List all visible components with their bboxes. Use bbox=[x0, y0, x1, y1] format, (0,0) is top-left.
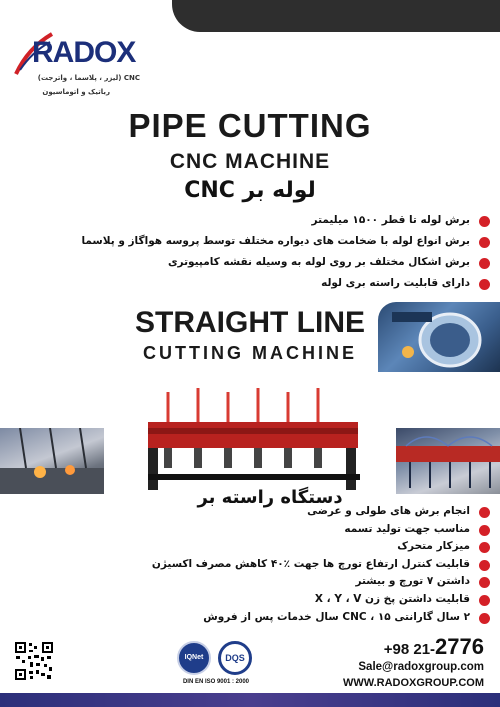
iqnet-cert-badge: IQNet bbox=[177, 641, 211, 675]
list-item: برش لوله تا قطر ۱۵۰۰ میلیمتر bbox=[81, 214, 490, 235]
list-item: قابلیت کنترل ارتفاع تورچ ها جهت ٪۴۰ کاهش مصرف اکسیژن bbox=[152, 558, 490, 576]
bullet-icon bbox=[479, 595, 490, 606]
radox-logo bbox=[14, 22, 144, 102]
bullet-icon bbox=[479, 216, 490, 227]
bullet-icon bbox=[479, 525, 490, 536]
list-item: برش انواع لوله با ضخامت های دیواره مختلف توسط پروسه هواگاز و پلاسما bbox=[81, 235, 490, 256]
top-decorative-tab bbox=[172, 0, 500, 32]
qr-code-icon[interactable] bbox=[14, 641, 54, 681]
list-item: میزکار متحرک bbox=[152, 540, 490, 558]
bullet-icon bbox=[479, 507, 490, 518]
pipe-cutting-title: PIPE CUTTING bbox=[128, 107, 372, 144]
logo-tagline: CNC (لیزر ، پلاسما ، واترجت) bbox=[37, 74, 140, 82]
bullet-icon bbox=[479, 237, 490, 248]
bullet-icon bbox=[479, 560, 490, 571]
bullet-icon bbox=[479, 279, 490, 290]
list-item: داشتن ۷ تورچ و بیشتر bbox=[152, 575, 490, 593]
bullet-icon bbox=[479, 258, 490, 269]
bullet-icon bbox=[479, 613, 490, 624]
list-item: انجام برش های طولی و عرضی bbox=[152, 505, 490, 523]
email-link[interactable]: Sale@radoxgroup.com bbox=[358, 661, 484, 673]
list-item: برش اشکال مختلف بر روی لوله به وسیله نقشه کامپیوتری bbox=[81, 256, 490, 277]
list-item: قابلیت داشتن پخ زن X ، Y ، V bbox=[152, 593, 490, 611]
pipe-cutting-subtitle: CNC MACHINE bbox=[169, 150, 331, 173]
list-item: ۲ سال گارانتی CNC ، ۱۵ سال خدمات پس از فروش bbox=[152, 611, 490, 629]
cutting-sparks-photo bbox=[0, 428, 104, 494]
website-link[interactable]: WWW.RADOXGROUP.COM bbox=[343, 677, 484, 689]
pipe-cutting-photo bbox=[378, 302, 500, 372]
straight-line-machine-photo bbox=[148, 382, 360, 492]
straight-line-subtitle: CUTTING MACHINE bbox=[143, 343, 357, 363]
dqs-cert-badge: DQS bbox=[218, 641, 252, 675]
phone-number[interactable] bbox=[384, 634, 484, 660]
phone-prefix: +98 21- bbox=[383, 641, 436, 658]
phone-main: 2776 bbox=[435, 634, 484, 659]
straight-line-title: STRAIGHT LINE bbox=[135, 306, 365, 339]
straight-line-title-fa: دستگاه راسته بر bbox=[197, 487, 343, 508]
bullet-icon bbox=[479, 542, 490, 553]
list-item: مناسب جهت تولید تسمه bbox=[152, 523, 490, 541]
logo-wordmark: RADOX bbox=[32, 36, 136, 69]
logo-tagline-2: رباتیک و اتوماسیون bbox=[42, 88, 110, 96]
straight-line-features-list bbox=[152, 505, 490, 628]
pipe-features-list bbox=[81, 214, 490, 298]
bullet-icon bbox=[479, 577, 490, 588]
pipe-cutting-title-fa: لوله بر CNC bbox=[184, 178, 316, 203]
list-item: دارای قابلیت راسته بری لوله bbox=[81, 277, 490, 298]
multi-torch-photo bbox=[396, 428, 500, 494]
iso-cert-text: DIN EN ISO 9001 : 2000 bbox=[182, 679, 250, 685]
bottom-decorative-bar bbox=[0, 693, 500, 707]
